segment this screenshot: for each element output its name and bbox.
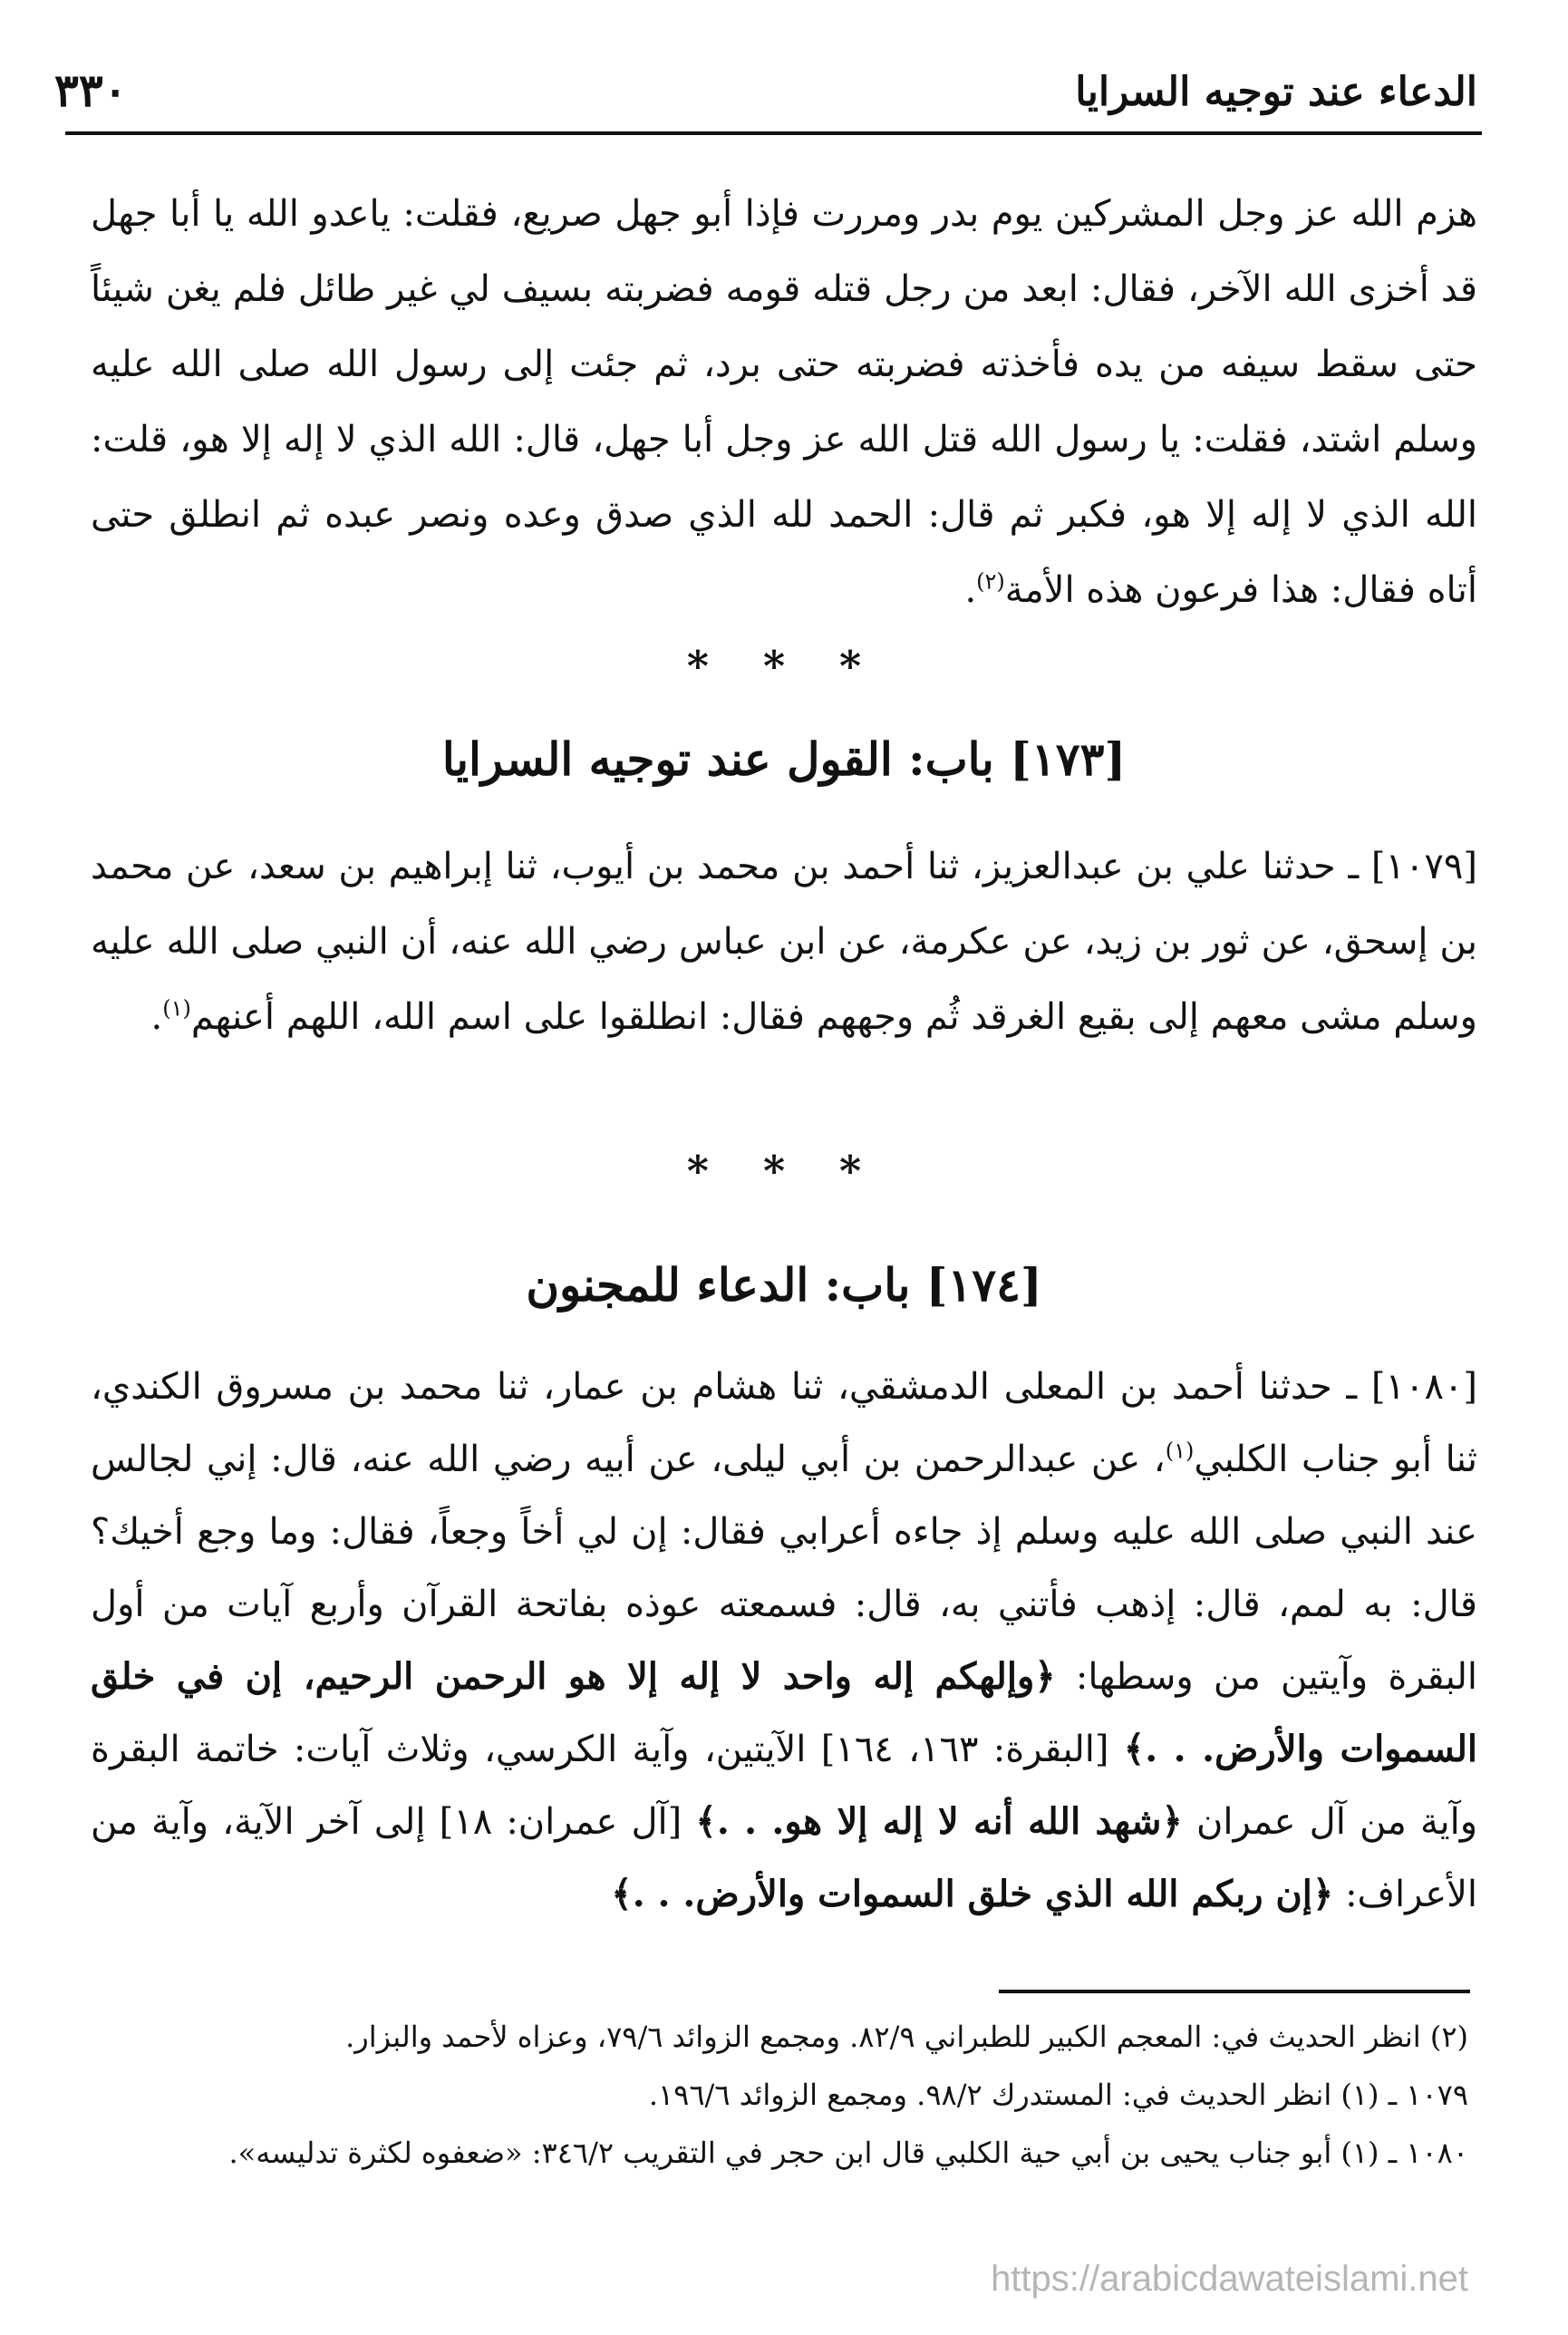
quran-verse: ﴿شهد الله أنه لا إله إلا هو. . .﴾	[695, 1800, 1183, 1843]
hadith-text: [البقرة: ١٦٣، ١٦٤] الآيتين، وآية الكرسي، وثلاث آيات: خاتمة البقرة وآية من آل عمران	[91, 1729, 1478, 1843]
chapter-heading-173: [١٧٣] باب: القول عند توجيه السرايا	[441, 732, 1127, 786]
footnote: ١٠٨٠ ـ (١) أبو جناب يحيى بن أبي حية الكلبي قال ابن حجر في التقريب ٣٤٦/٢: «ضعفوه لكثرة تدليسه».	[228, 2136, 1468, 2170]
footnote-rule	[999, 1990, 1470, 1993]
footnote-ref: (١)	[1165, 1438, 1195, 1464]
hadith-number: [١٠٧٩]	[1370, 846, 1477, 887]
paragraph-continuation: هزم الله عز وجل المشركين يوم بدر ومررت فإذا أبو جهل صريع، فقلت: ياعدو الله يا أبا جهل قد أخزى الله الآخر، فقال: ابعد من رجل قتله قومه فضربته بسيف لي غير طائل فلم يغن شيئاً حتى سقط سيفه من يده فأخذته فضربته حتى برد، ثم جئت إلى رسول الله صلى الله عليه وسلم اشتد، فقلت: يا رسول الله قتل الله عز وجل أبا جهل، قال: الله الذي لا إله إلا هو، قلت: الله الذي لا إله إلا هو، فكبر ثم قال: الحمد لله الذي صدق وعده ونصر عبده ثم انطلق حتى أتاه فقال: هذا فرعون هذه الأمة$^{(٢)}$.	[91, 193, 1477, 611]
footnote-ref: (٢)	[976, 568, 1005, 595]
page-header	[54, 63, 1477, 136]
footnote-ref: (١)	[162, 995, 191, 1022]
quran-verse: ﴿إن ربكم الله الذي خلق السموات والأرض. . .﴾	[611, 1873, 1334, 1915]
section-separator: * * *	[686, 642, 882, 691]
footnote: (٢) انظر الحديث في: المعجم الكبير للطبراني ٨٢/٩. ومجمع الزوائد ٧٩/٦، وعزاه لأحمد والبزار.	[345, 2020, 1468, 2054]
quran-verse: ﴿وإلهكم إله واحد لا إله إلا هو الرحمن الرحيم، إن في خلق السموات والأرض. . .﴾	[91, 1655, 1478, 1770]
hadith-1079: [١٠٧٩] ـ حدثنا علي بن عبدالعزيز، ثنا أحمد بن محمد بن أيوب، ثنا إبراهيم بن سعد، عن محمد بن إسحق، عن ثور بن زيد، عن عكرمة، عن ابن عباس رضي الله عنه، أن النبي صلى الله عليه وسلم مشى معهم إلى بقيع الغرقد ثُم وجههم فقال: انطلقوا على اسم الله، اللهم أعنهم$^{(١)}$.	[91, 846, 1477, 1038]
header-rule	[65, 131, 1482, 135]
footnotes	[86, 2008, 1468, 2182]
page-number: ٣٣٠	[54, 63, 128, 117]
watermark-url: https://arabicdawateislami.net	[991, 2259, 1468, 2299]
hadith-text: ، عن عبدالرحمن بن أبي ليلى، عن أبيه رضي الله عنه، قال: إني لجالس عند النبي صلى الله عليه وسلم إذ جاءه أعرابي فقال: إن لي أخاً وجعاً، فقال: وما وجع أخيك؟ قال: به لمم، قال: إذهب فأتني به، قال: فسمعته عوذه بفاتحة القرآن وأربع آيات من أول البقرة وآيتين من وسطها:	[91, 1439, 1477, 1698]
chapter-heading-174: [١٧٤] باب: الدعاء للمجنون	[526, 1258, 1042, 1312]
hadith-text: ـ حدثنا علي بن عبدالعزيز، ثنا أحمد بن محمد بن أيوب، ثنا إبراهيم بن سعد، عن محمد بن إسحق، عن ثور بن زيد، عن عكرمة، عن ابن عباس رضي الله عنه، أن النبي صلى الله عليه وسلم مشى معهم إلى بقيع الغرقد ثُم وجههم فقال: انطلقوا على اسم الله، اللهم أعنهم	[91, 846, 1477, 1038]
running-title: الدعاء عند توجيه السرايا	[1075, 69, 1477, 115]
hadith-number: [١٠٨٠]	[1370, 1366, 1478, 1408]
hadith-text: [آل عمران: ١٨] إلى آخر الآية، وآية من الأعراف:	[91, 1801, 1477, 1915]
footnote: ١٠٧٩ ـ (١) انظر الحديث في: المستدرك ٩٨/٢. ومجمع الزوائد ١٩٦/٦.	[648, 2078, 1468, 2112]
paragraph-text: هزم الله عز وجل المشركين يوم بدر ومررت فإذا أبو جهل صريع، فقلت: ياعدو الله يا أبا جهل قد أخزى الله الآخر، فقال: ابعد من رجل قتله قومه فضربته بسيف لي غير طائل فلم يغن شيئاً حتى سقط سيفه من يده فأخذته فضربته حتى برد، ثم جئت إلى رسول الله صلى الله عليه وسلم اشتد، فقلت: يا رسول الله قتل الله عز وجل أبا جهل، قال: الله الذي لا إله إلا هو، قلت: الله الذي لا إله إلا هو، فكبر ثم قال: الحمد لله الذي صدق وعده ونصر عبده ثم انطلق حتى أتاه فقال: هذا فرعون هذه الأمة	[91, 193, 1477, 611]
hadith-1080	[91, 1351, 1477, 1931]
hadith-text: ـ حدثنا أحمد بن المعلى الدمشقي، ثنا هشام بن عمار، ثنا محمد بن مسروق الكندي، ثنا أبو جناب الكلبي	[91, 1366, 1477, 1480]
section-separator: * * *	[686, 1147, 882, 1196]
